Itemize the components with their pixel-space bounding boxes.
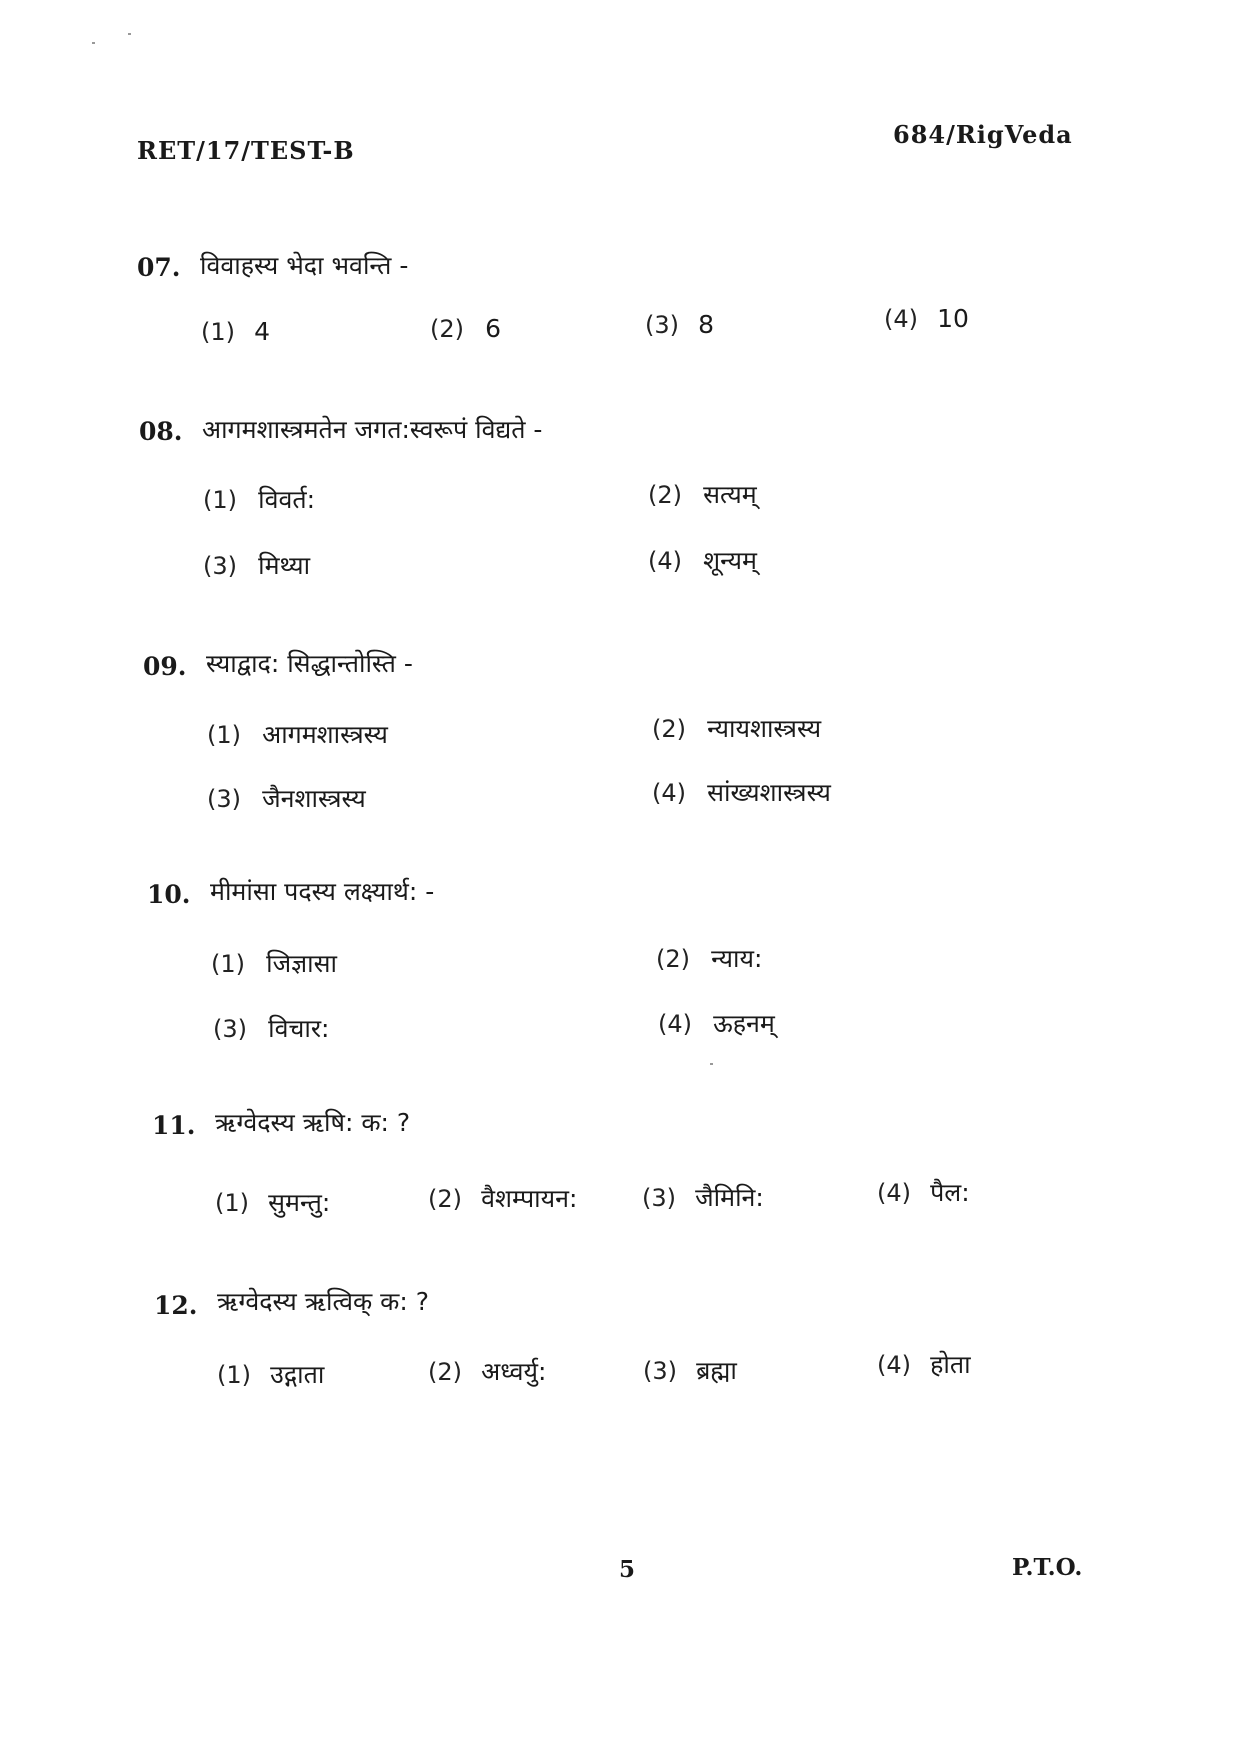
option-2 bbox=[430, 314, 501, 343]
option-number: (4) bbox=[652, 779, 686, 807]
question-text: मीमांसा पदस्य लक्ष्यार्थ: - bbox=[210, 877, 435, 906]
option-1 bbox=[201, 317, 270, 346]
option-text: 6 bbox=[485, 314, 501, 343]
option-text: विवर्त: bbox=[258, 485, 316, 514]
question-number: 12. bbox=[154, 1291, 198, 1320]
option-number: (4) bbox=[877, 1351, 911, 1379]
question-number: 09. bbox=[143, 652, 187, 681]
scan-speck bbox=[92, 42, 95, 44]
option-3 bbox=[643, 1353, 737, 1387]
option-text: आगमशास्त्रस्य bbox=[262, 720, 388, 749]
option-3 bbox=[213, 1011, 329, 1045]
question-text: ऋग्वेदस्य ऋषि: क: ? bbox=[215, 1108, 411, 1137]
option-number: (4) bbox=[884, 305, 918, 333]
option-2 bbox=[656, 941, 762, 975]
option-text: सांख्यशास्त्रस्य bbox=[707, 778, 831, 807]
option-number: (2) bbox=[648, 481, 682, 509]
option-number: (1) bbox=[211, 950, 245, 978]
option-text: जैमिनि: bbox=[695, 1183, 764, 1212]
pto-label: P.T.O. bbox=[1012, 1554, 1083, 1581]
option-text: सत्यम् bbox=[703, 480, 757, 509]
option-1 bbox=[203, 482, 315, 516]
option-number: (1) bbox=[201, 318, 235, 346]
option-number: (3) bbox=[207, 785, 241, 813]
option-1 bbox=[215, 1185, 330, 1219]
option-number: (1) bbox=[207, 721, 241, 749]
option-text: न्यायशास्त्रस्य bbox=[707, 714, 822, 743]
scan-speck bbox=[128, 33, 131, 35]
question-text: ऋग्वेदस्य ऋत्विक् क: ? bbox=[217, 1287, 430, 1316]
option-text: 4 bbox=[254, 317, 270, 346]
option-text: सुमन्तु: bbox=[268, 1188, 331, 1217]
option-3 bbox=[642, 1180, 764, 1214]
option-3 bbox=[207, 781, 366, 815]
option-text: ऊहनम् bbox=[713, 1009, 775, 1038]
option-number: (3) bbox=[643, 1357, 677, 1385]
option-2 bbox=[428, 1354, 546, 1388]
option-number: (4) bbox=[877, 1179, 911, 1207]
paper-code: 684/RigVeda bbox=[893, 120, 1073, 149]
option-number: (4) bbox=[658, 1010, 692, 1038]
question-number: 08. bbox=[139, 417, 183, 446]
option-4 bbox=[877, 1175, 970, 1209]
option-2 bbox=[648, 477, 757, 511]
option-1 bbox=[207, 717, 388, 751]
option-4 bbox=[877, 1347, 971, 1381]
option-3 bbox=[645, 310, 714, 339]
option-number: (1) bbox=[215, 1189, 249, 1217]
option-number: (3) bbox=[642, 1184, 676, 1212]
option-number: (3) bbox=[203, 552, 237, 580]
option-number: (2) bbox=[428, 1358, 462, 1386]
option-text: शून्यम् bbox=[703, 546, 757, 575]
option-text: 8 bbox=[698, 310, 714, 339]
question-number: 07. bbox=[137, 253, 181, 282]
option-text: अध्वर्यु: bbox=[481, 1357, 547, 1386]
option-text: मिथ्या bbox=[258, 551, 311, 580]
exam-code: RET/17/TEST-B bbox=[137, 136, 355, 165]
option-number: (2) bbox=[656, 945, 690, 973]
question-text: स्याद्वाद: सिद्धान्तोस्ति - bbox=[206, 649, 413, 678]
question-number: 10. bbox=[147, 880, 191, 909]
option-4 bbox=[652, 775, 831, 809]
scan-speck bbox=[710, 1063, 713, 1065]
option-1 bbox=[211, 946, 337, 980]
question-text: आगमशास्त्रमतेन जगत:स्वरूपं विद्यते - bbox=[202, 415, 543, 444]
question-text: विवाहस्य भेदा भवन्ति - bbox=[200, 251, 409, 280]
page-number: 5 bbox=[619, 1556, 636, 1583]
option-text: 10 bbox=[937, 304, 969, 333]
option-text: पैल: bbox=[930, 1178, 970, 1207]
option-number: (3) bbox=[213, 1015, 247, 1043]
option-2 bbox=[428, 1181, 577, 1215]
option-text: विचार: bbox=[268, 1014, 330, 1043]
option-number: (1) bbox=[217, 1361, 251, 1389]
option-number: (4) bbox=[648, 547, 682, 575]
option-number: (3) bbox=[645, 311, 679, 339]
option-text: न्याय: bbox=[711, 944, 763, 973]
option-number: (1) bbox=[203, 486, 237, 514]
option-number: (2) bbox=[428, 1185, 462, 1213]
option-number: (2) bbox=[652, 715, 686, 743]
option-text: ब्रह्मा bbox=[696, 1356, 737, 1385]
option-4 bbox=[658, 1006, 775, 1040]
option-text: उद्गाता bbox=[270, 1360, 325, 1389]
option-text: होता bbox=[930, 1350, 971, 1379]
option-1 bbox=[217, 1357, 324, 1391]
option-text: जिज्ञासा bbox=[266, 949, 337, 978]
option-text: वैशम्पायन: bbox=[481, 1184, 578, 1213]
question-number: 11. bbox=[152, 1111, 196, 1140]
option-number: (2) bbox=[430, 315, 464, 343]
option-text: जैनशास्त्रस्य bbox=[262, 784, 366, 813]
option-3 bbox=[203, 548, 310, 582]
option-2 bbox=[652, 711, 821, 745]
option-4 bbox=[648, 543, 757, 577]
option-4 bbox=[884, 304, 969, 333]
